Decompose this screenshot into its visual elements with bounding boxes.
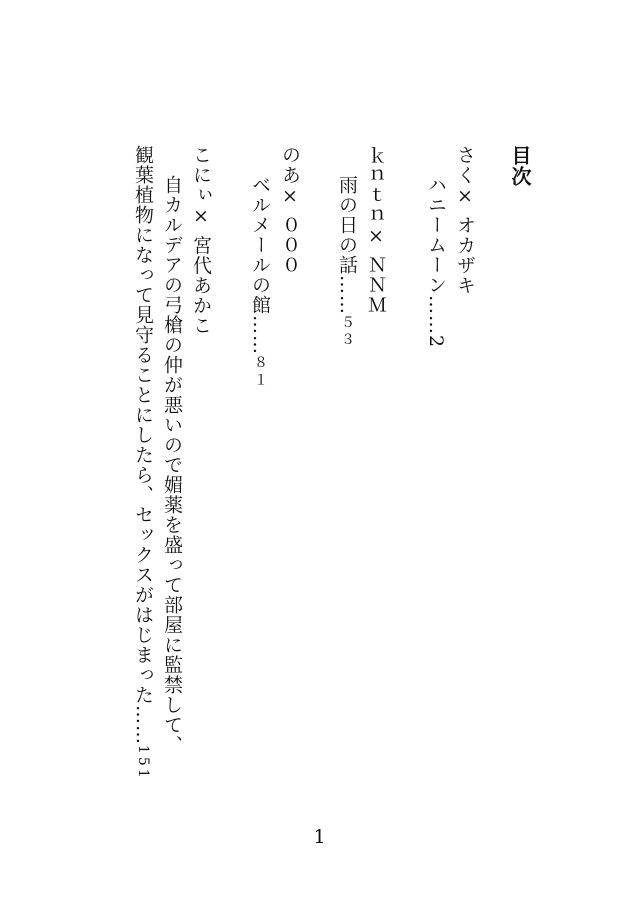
entry-1-page: 2 [425, 335, 447, 349]
entry-3-author: のあ× ０００ [279, 145, 301, 276]
entry-3-title-text: ベルメールの館…… [249, 175, 271, 355]
entry-4-title-line1: 自カルデアの弓槍の仲が悪いので媚薬を盛って部屋に監禁して、 [161, 175, 183, 755]
entry-2-page: ５３ [339, 315, 355, 349]
entry-4-page: 151 [135, 745, 151, 781]
entry-2-title-text: 雨の日の話…… [336, 175, 358, 315]
entry-1-title-text: ハニームーン…… [425, 175, 447, 335]
entry-4-title-line2 [133, 145, 152, 781]
entry-2-author: ｋｎｔｎ× ＮＮＭ [365, 145, 387, 316]
entry-1-author: さく× オカザキ [454, 145, 476, 296]
entry-3-page: ８１ [252, 355, 268, 389]
entry-4-title-text: 観葉植物になって見守ることにしたら、セックスがはじまった…… [132, 145, 154, 745]
toc-title: 目次 [508, 145, 532, 187]
page-number: 1 [313, 826, 326, 848]
entry-1-title [426, 175, 445, 348]
entry-3-title [250, 175, 269, 389]
entry-4-author: こにぃ× 宮代あかこ [190, 145, 212, 336]
entry-2-title [337, 175, 356, 349]
